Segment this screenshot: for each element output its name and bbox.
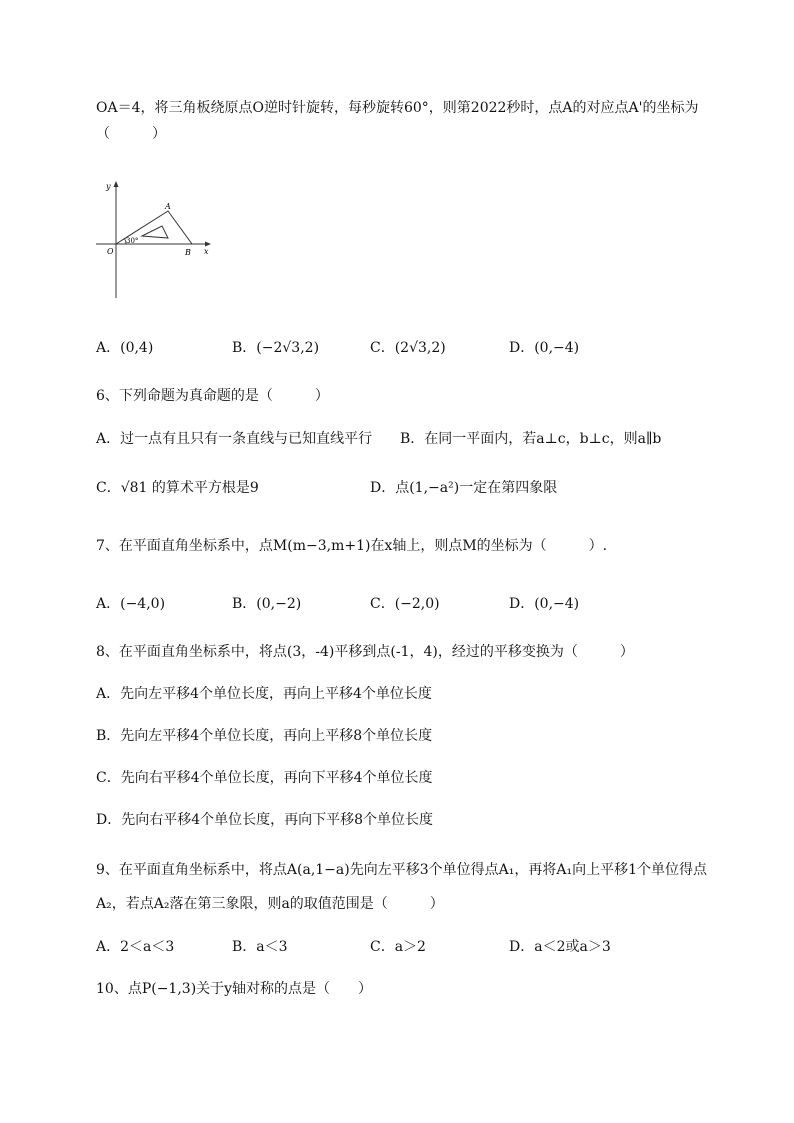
q9-option-c[interactable]: C．a＞2 bbox=[370, 939, 426, 955]
label-angle: 30° bbox=[126, 237, 139, 245]
q5-stem-line1: OA＝4，将三角板绕原点O逆时针旋转，每秒旋转60°，则第2022秒时，点A的对应点A'的坐标为 bbox=[96, 100, 699, 116]
label-a: A bbox=[165, 202, 171, 211]
q9-option-d[interactable]: D．a＜2或a＞3 bbox=[509, 939, 611, 955]
q5-triangle-figure bbox=[96, 178, 214, 300]
triangle-inner bbox=[142, 226, 168, 238]
q7-option-c[interactable]: C．(−2,0) bbox=[370, 596, 440, 612]
q7-stem: 7、在平面直角坐标系中，点M(m−3,m+1)在x轴上，则点M的坐标为（ ）. bbox=[96, 538, 608, 554]
x-axis-arrow-icon bbox=[205, 242, 211, 247]
label-o: O bbox=[107, 247, 114, 256]
label-x: x bbox=[204, 247, 209, 256]
q10-stem: 10、点P(−1,3)关于y轴对称的点是（ ） bbox=[96, 981, 373, 997]
q6-option-d[interactable]: D．点(1,−a²)一定在第四象限 bbox=[370, 480, 558, 496]
q5-option-b[interactable]: B．(−2√3,2) bbox=[232, 340, 320, 356]
q8-option-d[interactable]: D．先向右平移4个单位长度，再向下平移8个单位长度 bbox=[96, 812, 434, 828]
q5-option-d[interactable]: D．(0,−4) bbox=[509, 340, 580, 356]
q9-stem-line1: 9、在平面直角坐标系中，将点A(a,1−a)先向左平移3个单位得点A₁，再将A₁向上平移1个单位得点 bbox=[96, 862, 707, 878]
q5-stem-line2: （ ） bbox=[96, 126, 166, 142]
q6-option-a[interactable]: A．过一点有且只有一条直线与已知直线平行 bbox=[96, 431, 373, 447]
q8-option-a[interactable]: A．先向左平移4个单位长度，再向上平移4个单位长度 bbox=[96, 686, 432, 702]
q9-option-a[interactable]: A．2＜a＜3 bbox=[96, 939, 175, 955]
q9-stem-line2: A₂，若点A₂落在第三象限，则a的取值范围是（ ） bbox=[96, 896, 444, 912]
q7-option-d[interactable]: D．(0,−4) bbox=[509, 596, 580, 612]
q8-stem: 8、在平面直角坐标系中，将点(3，-4)平移到点(-1，4)，经过的平移变换为（ ） bbox=[96, 644, 634, 660]
q9-option-b[interactable]: B．a＜3 bbox=[232, 939, 288, 955]
q6-stem: 6、下列命题为真命题的是（ ） bbox=[96, 388, 329, 404]
q7-option-a[interactable]: A．(−4,0) bbox=[96, 596, 166, 612]
y-axis-arrow-icon bbox=[114, 181, 119, 187]
q5-option-c[interactable]: C．(2√3,2) bbox=[370, 340, 446, 356]
q6-option-b[interactable]: B．在同一平面内，若a⊥c，b⊥c，则a∥b bbox=[400, 431, 662, 447]
q5-option-a[interactable]: A．(0,4) bbox=[96, 340, 154, 356]
q8-option-b[interactable]: B．先向左平移4个单位长度，再向上平移8个单位长度 bbox=[96, 728, 433, 744]
q6-option-c[interactable]: C．√81 的算术平方根是9 bbox=[96, 480, 259, 496]
label-b: B bbox=[185, 248, 191, 257]
label-y: y bbox=[106, 182, 111, 191]
q8-option-c[interactable]: C．先向右平移4个单位长度，再向下平移4个单位长度 bbox=[96, 770, 433, 786]
q7-option-b[interactable]: B．(0,−2) bbox=[232, 596, 302, 612]
